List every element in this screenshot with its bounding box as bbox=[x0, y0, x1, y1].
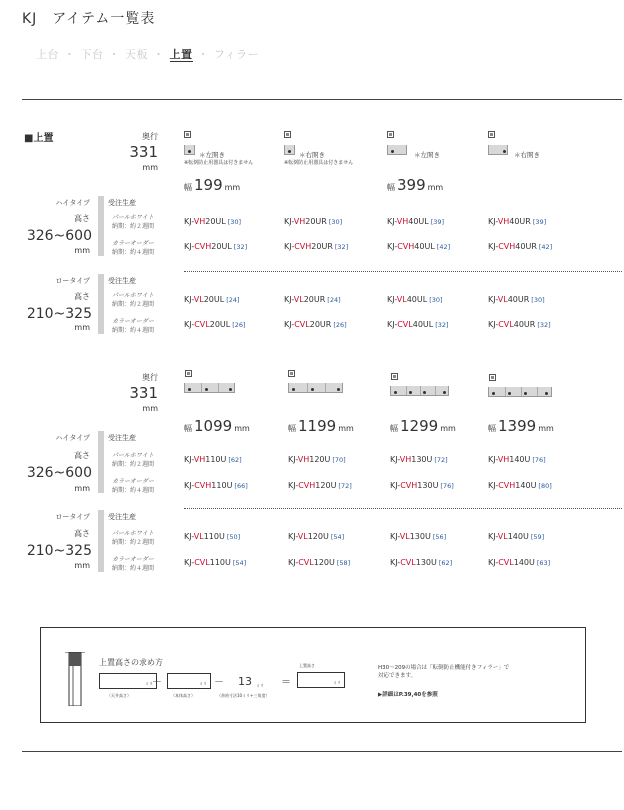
type-label: ハイタイプ bbox=[55, 199, 90, 207]
nav-item-overhead[interactable]: 上置 bbox=[169, 48, 193, 61]
product-code[interactable]: KJ-CVL20UL [26] bbox=[184, 320, 246, 329]
category-nav bbox=[36, 46, 259, 62]
height-label: 高さ bbox=[74, 529, 90, 538]
width-unit: mm bbox=[440, 424, 456, 433]
height-range: 326~600 bbox=[26, 228, 92, 244]
product-code[interactable]: KJ-VL130U [56] bbox=[390, 532, 447, 541]
select-checkbox-icon[interactable] bbox=[391, 373, 398, 380]
width-label: 幅 bbox=[184, 183, 192, 192]
page-title: KJ アイテム一覧表 bbox=[22, 11, 156, 27]
door-direction: ＊右開き bbox=[514, 151, 540, 159]
product-code[interactable]: KJ-VH130U [72] bbox=[390, 455, 448, 464]
width-spec bbox=[184, 416, 250, 435]
height-unit: mm bbox=[74, 323, 90, 332]
order-label: 受注生産 bbox=[108, 277, 136, 285]
row-divider bbox=[184, 508, 622, 509]
nav-item-upper-base[interactable]: 下台 bbox=[80, 48, 104, 61]
color-lead: 納期：約４週間 bbox=[112, 565, 155, 572]
select-checkbox-icon[interactable] bbox=[488, 131, 495, 138]
product-code[interactable]: KJ-CVH120U [72] bbox=[288, 481, 352, 490]
product-code[interactable]: KJ-CVL130U [62] bbox=[390, 558, 453, 567]
reference-link[interactable]: ▶詳細はP.39,40を参照 bbox=[378, 692, 438, 698]
nav-item-lower-base[interactable]: 上台 bbox=[36, 48, 59, 61]
door-direction: ＊左開き bbox=[414, 151, 440, 159]
depth-label: 奥行 bbox=[142, 373, 158, 382]
width-value: 1099 bbox=[194, 417, 233, 435]
height-unit: mm bbox=[74, 246, 90, 255]
color-lead: 納期：約４週間 bbox=[112, 327, 155, 334]
order-label: 受注生産 bbox=[108, 199, 136, 207]
product-code[interactable]: KJ-VL140U [59] bbox=[488, 532, 545, 541]
pearl-label: パールホワイト bbox=[112, 530, 154, 537]
width-spec bbox=[387, 175, 443, 194]
pearl-lead: 納期：約２週間 bbox=[112, 223, 155, 230]
select-checkbox-icon[interactable] bbox=[387, 131, 394, 138]
product-code[interactable]: KJ-CVL140U [63] bbox=[488, 558, 551, 567]
nav-sep: ・ bbox=[108, 48, 120, 61]
pearl-lead: 納期：約２週間 bbox=[112, 539, 155, 546]
item-note: ※転倒防止用器具は付きません bbox=[184, 160, 254, 166]
color-lead: 納期：約４週間 bbox=[112, 487, 155, 494]
product-code[interactable]: KJ-VL40UR [30] bbox=[488, 295, 545, 304]
door-direction: ＊左開き bbox=[199, 151, 225, 159]
height-range: 210~325 bbox=[26, 306, 92, 322]
product-code[interactable]: KJ-CVH40UR [42] bbox=[488, 242, 553, 251]
margin-constant: 13 bbox=[238, 675, 252, 688]
bottom-divider bbox=[22, 751, 622, 752]
nav-sep: ・ bbox=[64, 48, 76, 61]
color-label: カラーオーダー bbox=[112, 318, 154, 325]
filler-note-line1: H30～209の場合は「転倒防止機能付きフィラー」で bbox=[378, 665, 510, 671]
body-height-box[interactable] bbox=[167, 673, 211, 689]
width-label: 幅 bbox=[488, 424, 496, 433]
product-code[interactable]: KJ-CVL20UR [26] bbox=[284, 320, 347, 329]
overhead-height-box[interactable] bbox=[297, 672, 345, 688]
product-code[interactable]: KJ-CVH140U [80] bbox=[488, 481, 552, 490]
product-code[interactable]: KJ-VH110U [62] bbox=[184, 455, 242, 464]
depth-unit: mm bbox=[142, 404, 158, 413]
product-code[interactable]: KJ-CVL120U [58] bbox=[288, 558, 351, 567]
product-code[interactable]: KJ-VH120U [70] bbox=[288, 455, 346, 464]
product-code[interactable]: KJ-VH20UR [30] bbox=[284, 217, 343, 226]
ceiling-height-box[interactable] bbox=[99, 673, 157, 689]
height-range: 326~600 bbox=[26, 465, 92, 481]
product-code[interactable]: KJ-CVH110U [66] bbox=[184, 481, 248, 490]
minus-sign: － bbox=[152, 677, 162, 688]
product-code[interactable]: KJ-VL110U [50] bbox=[184, 532, 241, 541]
cabinet-icon bbox=[488, 387, 552, 397]
pearl-lead: 納期：約２週間 bbox=[112, 301, 155, 308]
ceiling-height-caption: （天井高さ） bbox=[107, 693, 131, 698]
width-unit: mm bbox=[538, 424, 554, 433]
nav-sep: ・ bbox=[197, 48, 209, 61]
mm-unit: ミリ bbox=[333, 680, 341, 685]
mm-unit: ミリ bbox=[199, 681, 207, 686]
width-spec bbox=[390, 416, 456, 435]
select-checkbox-icon[interactable] bbox=[489, 374, 496, 381]
row-bar bbox=[98, 510, 104, 572]
select-checkbox-icon[interactable] bbox=[185, 370, 192, 377]
pearl-label: パールホワイト bbox=[112, 214, 154, 221]
width-value: 199 bbox=[194, 176, 223, 194]
mm-unit: ミリ bbox=[256, 683, 264, 688]
width-label: 幅 bbox=[288, 424, 296, 433]
width-value: 399 bbox=[397, 176, 426, 194]
select-checkbox-icon[interactable] bbox=[284, 131, 291, 138]
product-code[interactable]: KJ-CVL40UR [32] bbox=[488, 320, 551, 329]
depth-unit: mm bbox=[142, 163, 158, 172]
cabinet-icon bbox=[288, 383, 343, 393]
product-code[interactable]: KJ-VL20UL [24] bbox=[184, 295, 240, 304]
top-divider bbox=[22, 99, 622, 100]
height-label: 高さ bbox=[74, 214, 90, 223]
order-label: 受注生産 bbox=[108, 434, 136, 442]
row-bar bbox=[98, 274, 104, 334]
width-spec bbox=[488, 416, 554, 435]
width-label: 幅 bbox=[390, 424, 398, 433]
color-label: カラーオーダー bbox=[112, 478, 154, 485]
height-formula-box bbox=[40, 627, 586, 723]
pearl-label: パールホワイト bbox=[112, 452, 154, 459]
width-spec bbox=[184, 175, 240, 194]
width-value: 1299 bbox=[400, 417, 439, 435]
mm-unit: ミリ bbox=[145, 681, 153, 686]
height-range: 210~325 bbox=[26, 543, 92, 559]
row-divider bbox=[184, 271, 622, 272]
height-unit: mm bbox=[74, 561, 90, 570]
color-label: カラーオーダー bbox=[112, 240, 154, 247]
formula-title: 上置高さの求め方 bbox=[99, 658, 163, 667]
width-unit: mm bbox=[338, 424, 354, 433]
product-code[interactable]: KJ-CVH130U [76] bbox=[390, 481, 454, 490]
order-label: 受注生産 bbox=[108, 513, 136, 521]
width-label: 幅 bbox=[184, 424, 192, 433]
pearl-lead: 納期：約２週間 bbox=[112, 461, 155, 468]
product-code[interactable]: KJ-CVL110U [54] bbox=[184, 558, 247, 567]
row-bar bbox=[98, 196, 104, 256]
product-code[interactable]: KJ-VH20UL [30] bbox=[184, 217, 242, 226]
height-unit: mm bbox=[74, 484, 90, 493]
type-label: ロータイプ bbox=[55, 513, 90, 521]
product-code[interactable]: KJ-CVH20UL [32] bbox=[184, 242, 248, 251]
depth-value: 331 bbox=[129, 143, 158, 161]
cabinet-icon bbox=[390, 386, 449, 396]
row-bar bbox=[98, 431, 104, 493]
product-code[interactable]: KJ-VL20UR [24] bbox=[284, 295, 341, 304]
item-note: ※転倒防止用器具は付きません bbox=[284, 160, 354, 166]
section-label: ■上置 bbox=[24, 133, 54, 144]
nav-item-filler[interactable]: フィラー bbox=[214, 48, 260, 61]
product-code[interactable]: KJ-CVH20UR [32] bbox=[284, 242, 349, 251]
nav-sep: ・ bbox=[153, 48, 165, 61]
cabinet-icon bbox=[387, 145, 407, 155]
door-direction: ＊右開き bbox=[299, 151, 325, 159]
color-label: カラーオーダー bbox=[112, 556, 154, 563]
product-code[interactable]: KJ-CVH40UL [42] bbox=[387, 242, 451, 251]
width-value: 1399 bbox=[498, 417, 537, 435]
width-label: 幅 bbox=[387, 183, 395, 192]
cabinet-icon bbox=[184, 145, 195, 155]
type-label: ロータイプ bbox=[55, 277, 90, 285]
filler-note-line2: 対応できます。 bbox=[378, 673, 417, 679]
depth-label: 奥行 bbox=[142, 132, 158, 141]
depth-value: 331 bbox=[129, 384, 158, 402]
width-value: 1199 bbox=[298, 417, 337, 435]
equals-sign: ＝ bbox=[281, 677, 291, 688]
body-height-caption: （本体高さ） bbox=[171, 693, 195, 698]
width-unit: mm bbox=[234, 424, 250, 433]
select-checkbox-icon[interactable] bbox=[288, 370, 295, 377]
cabinet-diagram-icon bbox=[65, 652, 85, 706]
product-code[interactable]: KJ-CVL40UL [32] bbox=[387, 320, 449, 329]
product-code[interactable]: KJ-VH40UL [39] bbox=[387, 217, 445, 226]
product-code[interactable]: KJ-VH40UR [39] bbox=[488, 217, 547, 226]
width-unit: mm bbox=[224, 183, 241, 192]
select-checkbox-icon[interactable] bbox=[184, 131, 191, 138]
result-caption: 上置高さ bbox=[299, 663, 315, 668]
product-code[interactable]: KJ-VL120U [54] bbox=[288, 532, 345, 541]
color-lead: 納期：約４週間 bbox=[112, 249, 155, 256]
cabinet-icon bbox=[284, 145, 295, 155]
product-code[interactable]: KJ-VL40UL [30] bbox=[387, 295, 443, 304]
width-unit: mm bbox=[427, 183, 444, 192]
product-code[interactable]: KJ-VH140U [76] bbox=[488, 455, 546, 464]
height-label: 高さ bbox=[74, 292, 90, 301]
width-spec bbox=[288, 416, 354, 435]
margin-caption: （余裕寸法10ミリ+三角度） bbox=[217, 693, 270, 698]
type-label: ハイタイプ bbox=[55, 434, 90, 442]
minus-sign: － bbox=[214, 677, 224, 688]
nav-item-top-board[interactable]: 天板 bbox=[125, 48, 148, 61]
height-label: 高さ bbox=[74, 451, 90, 460]
cabinet-icon bbox=[488, 145, 508, 155]
pearl-label: パールホワイト bbox=[112, 292, 154, 299]
cabinet-icon bbox=[184, 383, 235, 393]
